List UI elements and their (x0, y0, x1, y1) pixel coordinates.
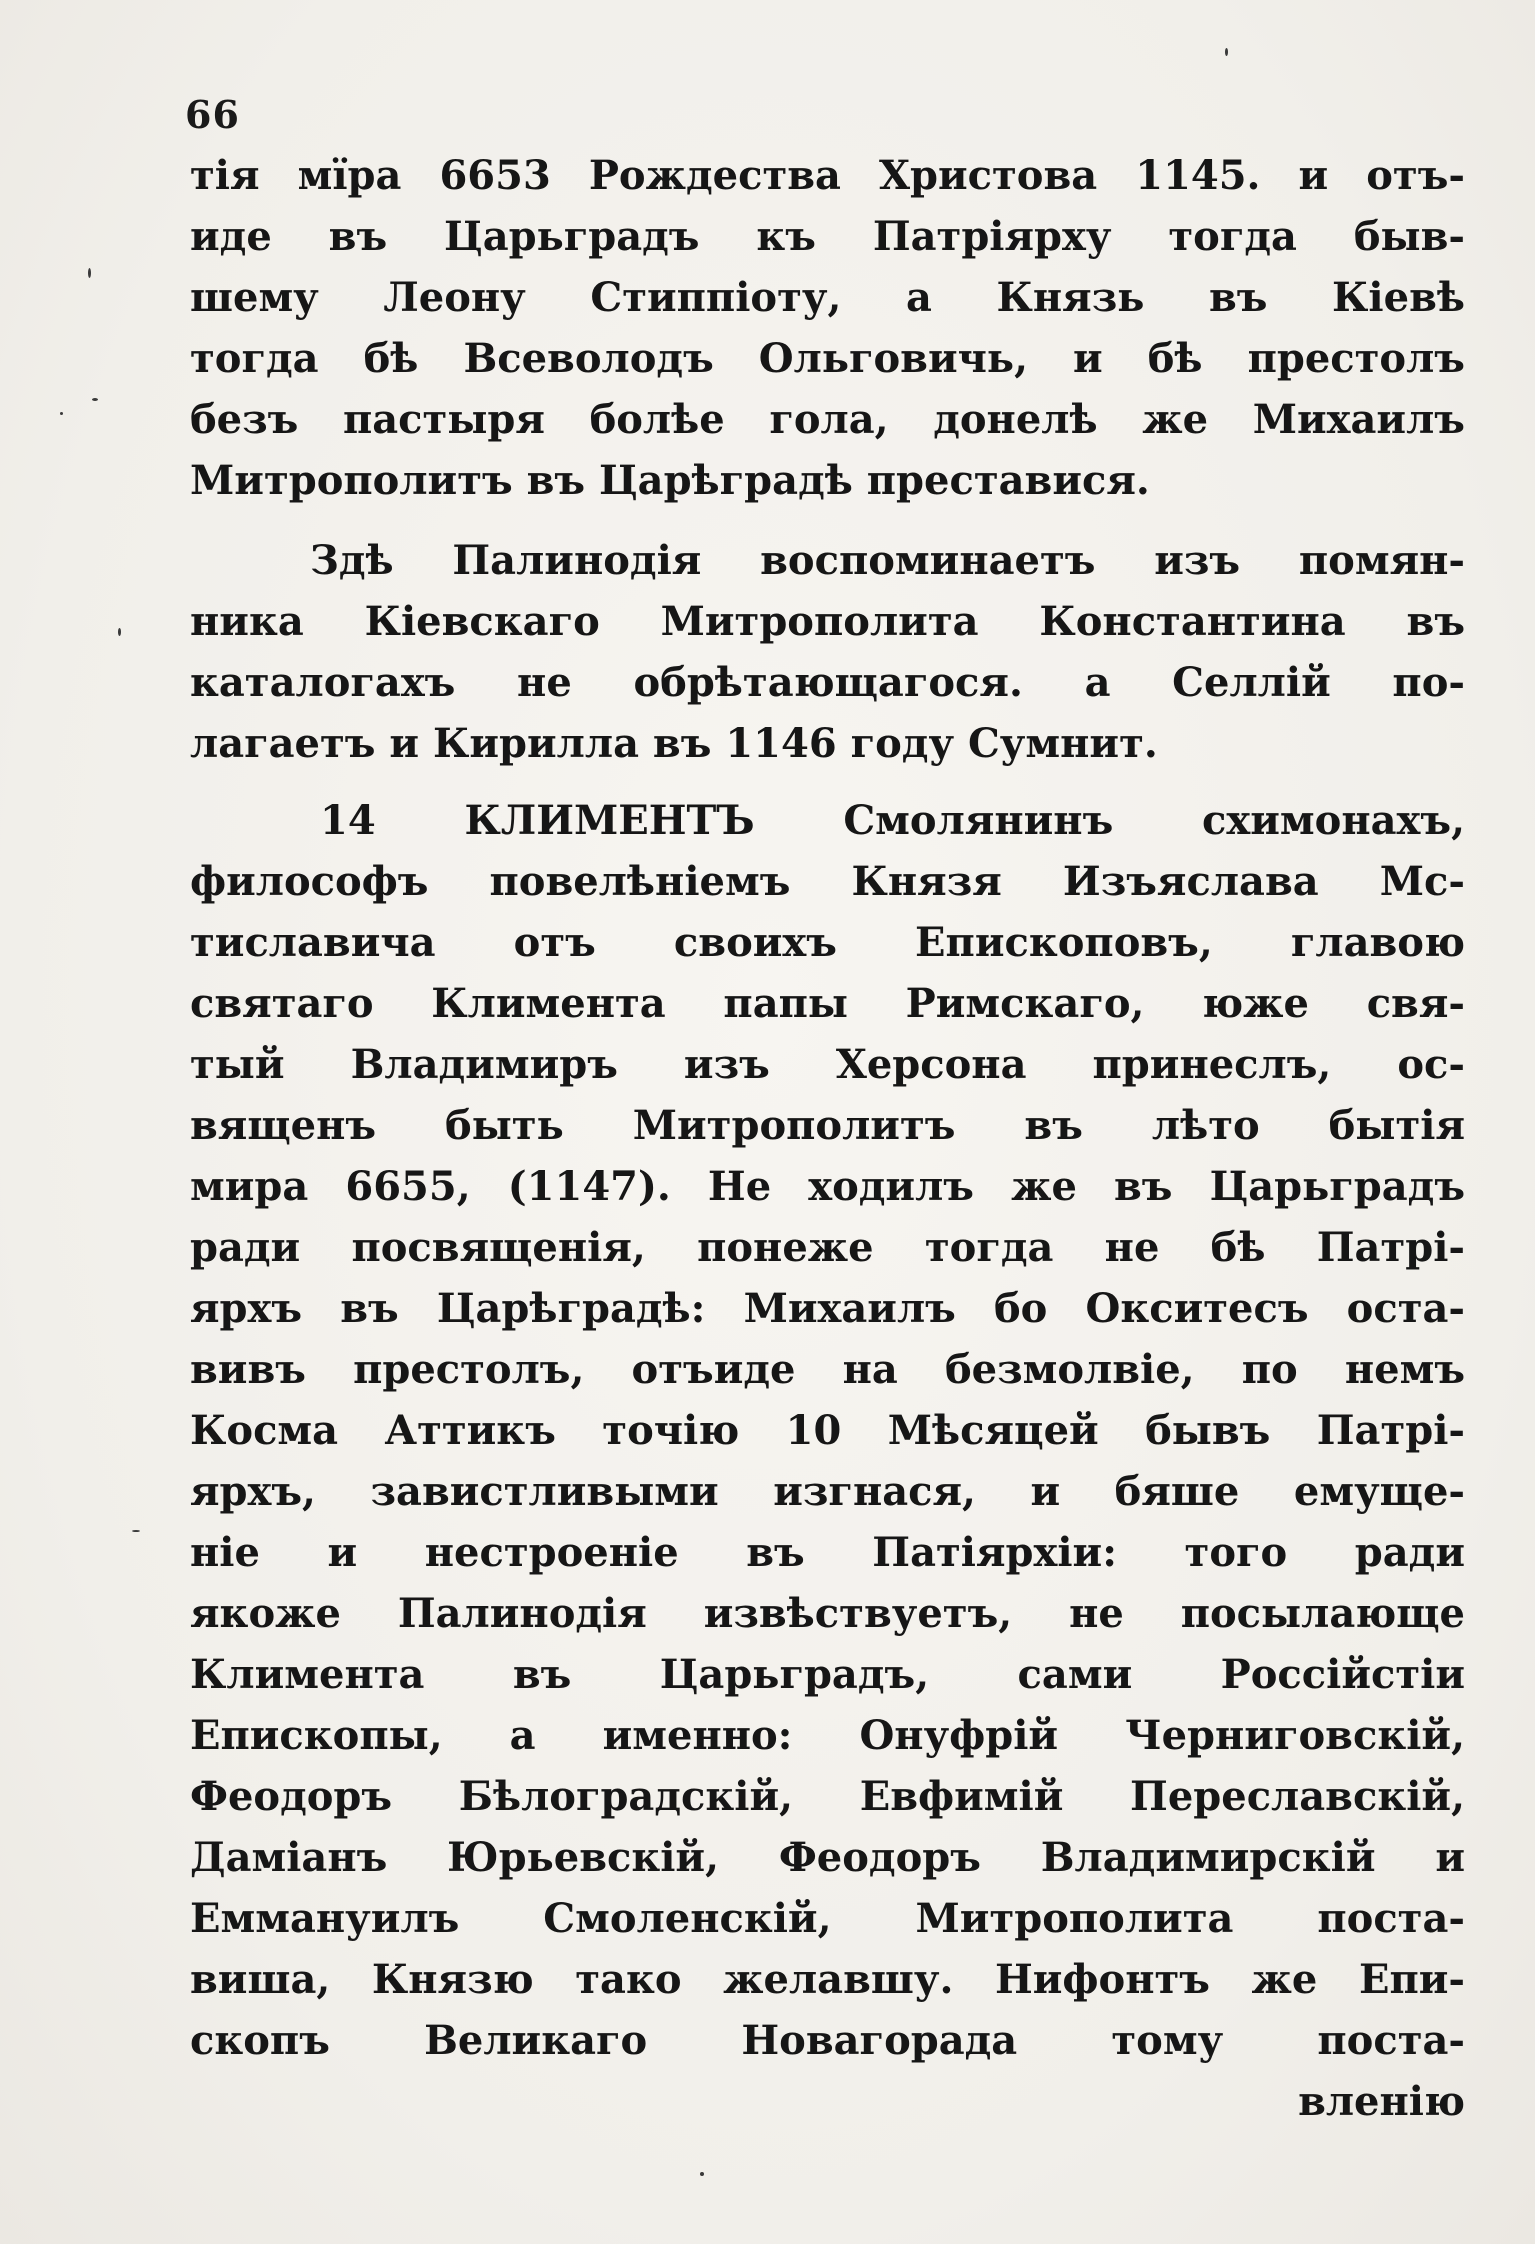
text-line: мира 6655, (1147). Не ходилъ же въ Царьградъ (190, 1163, 1465, 1210)
paragraph-3 (190, 790, 1465, 2132)
text-line: тія мїра 6653 Рождества Христова 1145. и отъ- (190, 152, 1465, 199)
paragraph-2 (190, 530, 1465, 774)
paper-speck (1225, 48, 1228, 56)
text-line: ярхъ, завистливыми изгнася, и бяше емуще- (190, 1468, 1465, 1515)
text-line: безъ пастыря болѣе гола, донелѣ же Михаилъ (190, 396, 1465, 443)
text-line: шему Леону Стиппіоту, а Князь въ Кіевѣ (190, 274, 1465, 321)
paper-speck (92, 398, 98, 401)
text-line: виша, Князю тако желавшу. Нифонтъ же Епи- (190, 1956, 1465, 2003)
text-line: Здѣ Палинодія воспоминаетъ изъ помян- (310, 537, 1465, 584)
paper-speck (132, 1530, 140, 1532)
paragraph-1 (190, 145, 1465, 511)
text-line: лагаетъ и Кирилла въ 1146 году Сумнит. (190, 720, 1158, 767)
paper-speck (60, 412, 63, 415)
text-line: ярхъ въ Царѣградѣ: Михаилъ бо Окситесъ оста- (190, 1285, 1465, 1332)
text-line: тогда бѣ Всеволодъ Ольговичь, и бѣ престолъ (190, 335, 1465, 382)
text-line: тый Владимиръ изъ Херсона принеслъ, ос- (190, 1041, 1465, 1088)
text-line: вященъ быть Митрополитъ въ лѣто бытія (190, 1102, 1465, 1149)
text-line: якоже Палинодія извѣствуетъ, не посылающе (190, 1590, 1465, 1637)
paper-speck (118, 628, 121, 636)
text-line: Феодоръ Бѣлоградскій, Евфимій Переславскій, (190, 1773, 1465, 1820)
text-line: Еммануилъ Смоленскій, Митрополита постa- (190, 1895, 1465, 1942)
text-line: скопъ Великаго Новагорада тому постa- (190, 2017, 1465, 2064)
text-line: каталогахъ не обрѣтающагося. а Селлій по- (190, 659, 1465, 706)
text-line: Даміанъ Юрьевскій, Феодоръ Владимирскій и (190, 1834, 1465, 1881)
paper-speck (88, 268, 91, 278)
text-line: ніе и нестроеніе въ Патіярхіи: того ради (190, 1529, 1465, 1576)
paper-speck (700, 2172, 704, 2176)
text-line: тиславича отъ своихъ Епископовъ, главою (190, 919, 1465, 966)
text-line: ника Кіевскаго Митрополита Константина въ (190, 598, 1465, 645)
text-line: философъ повелѣніемъ Князя Изъяслава Мс- (190, 858, 1465, 905)
text-line: святаго Климента папы Римскаго, юже свя- (190, 980, 1465, 1027)
text-line: 14 КЛИМЕНТЪ Смолянинъ схимонахъ, (320, 797, 1465, 844)
text-line: вивъ престолъ, отъиде на безмолвіе, по немъ (190, 1346, 1465, 1393)
text-line: Косма Аттикъ точію 10 Мѣсяцей бывъ Патрі- (190, 1407, 1465, 1454)
text-line: иде въ Царьградъ къ Патріярху тогда быв- (190, 213, 1465, 260)
page-number: 66 (185, 92, 240, 137)
catchword: вленію (1298, 2078, 1465, 2125)
text-line: Климента въ Царьградъ, сами Россійстіи (190, 1651, 1465, 1698)
text-line: Митрополитъ въ Царѣградѣ преставися. (190, 457, 1150, 504)
text-line: Епископы, а именно: Онуфрій Черниговскій, (190, 1712, 1465, 1759)
text-line: ради посвященія, понеже тогда не бѣ Патрі- (190, 1224, 1465, 1271)
